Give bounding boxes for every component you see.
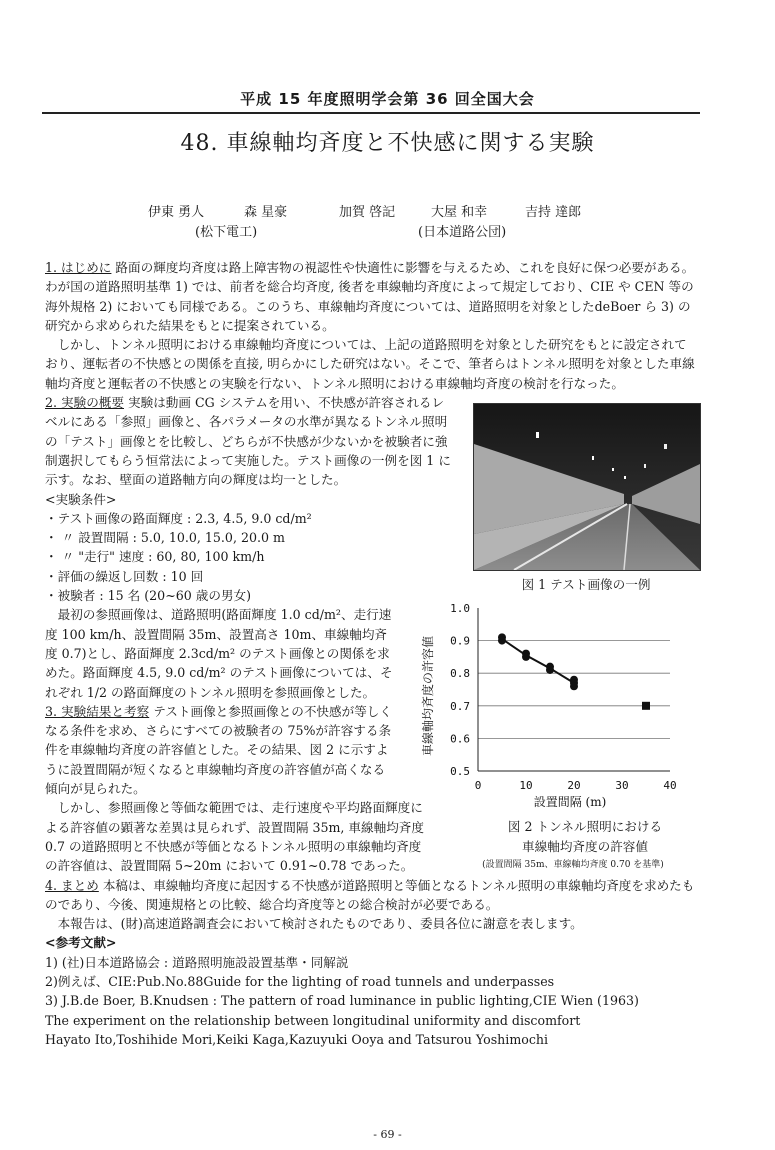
condition-item: ・テスト画像の路面輝度 : 2.3, 4.5, 9.0 cd/m² [45, 510, 312, 526]
y-tick-label: 0.9 [450, 634, 470, 648]
references-heading: <参考文献> [45, 935, 117, 951]
condition-item: ・ 〃 "走行" 速度 : 60, 80, 100 km/h [45, 549, 265, 565]
author: 森 星豪 [244, 205, 288, 220]
summary-paragraph: 4. まとめ 本稿は、車線軸均斉度に起因する不快感が道路照明と等価となるトンネル照明の車線軸均斉度を求めたものであり、今後、関連規格との比較、総合均斉度等との総合検討が必要である。 [45, 877, 695, 912]
results-paragraph: しかし、参照画像と等価な範囲では、走行速度や平均路面輝度による許容値の顕著な差異は見られず、設置間隔 35m, 車線軸均斉度 0.7 の道路照明と不快感が等価となるトンネル照明の車線軸均斉度の許容値は、設置間隔 5~20m において 0.91~0.78 であった。 [45, 800, 424, 874]
x-tick-label: 0 [474, 779, 482, 792]
conference-title: 平成 15 年度照明学会第 36 回全国大会 [240, 90, 535, 108]
y-axis-label: 車線軸均斉度の許容値 [421, 635, 435, 757]
data-point [498, 637, 506, 645]
section-heading: 1. はじめに [45, 260, 112, 275]
reference-point [642, 702, 650, 710]
author: 伊東 勇人 [148, 205, 205, 220]
y-tick-label: 0.7 [450, 699, 470, 713]
condition-item: ・評価の繰返し回数 : 10 回 [45, 568, 204, 584]
conditions-heading: <実験条件> [45, 491, 117, 507]
figure2-caption: 車線軸均斉度の許容値 [522, 839, 648, 854]
y-tick-label: 0.5 [450, 765, 470, 778]
author: 吉持 達郎 [525, 205, 582, 220]
author: 加賀 啓記 [339, 205, 396, 220]
tunnel-image [473, 403, 701, 571]
x-tick-label: 40 [663, 779, 677, 792]
reference-item: 2)例えば、CIE:Pub.No.88Guide for the lighting of road tunnels and underpasses [45, 973, 555, 989]
x-tick-label: 30 [615, 779, 629, 792]
uniformity-chart [410, 596, 710, 821]
x-tick-label: 10 [519, 779, 533, 792]
figure1-caption: 図 1 テスト画像の一例 [521, 577, 651, 592]
y-tick-label: 0.8 [450, 667, 470, 681]
overview-paragraph: 2. 実験の概要 実験は動画 CG システムを用い、不快感が許容されるレベルにある「参照」画像と、各パラメータの水準が異なるトンネル照明の「テスト」画像とを比較し、どちらが不快感が少ないかを被験者に強制選択してもらう恒常法によって実施した。テスト画像の一例を図 1 に示す。なお、壁面の道路軸方向の輝度は均一とした。 [45, 395, 451, 488]
data-point [546, 666, 554, 674]
condition-item: ・ 〃 設置間隔 : 5.0, 10.0, 15.0, 20.0 m [45, 530, 285, 546]
condition-item: ・被験者 : 15 名 (20~60 歳の男女) [45, 588, 252, 604]
left-column-narrow [45, 605, 395, 798]
data-point [522, 653, 530, 661]
english-authors: Hayato Ito,Toshihide Mori,Keiki Kaga,Kazuyuki Ooya and Tatsurou Yoshimochi [45, 1031, 549, 1047]
paper-title: 48. 車線軸均斉度と不快感に関する実験 [180, 131, 595, 156]
x-tick-label: 20 [567, 779, 581, 792]
section-heading: 4. まとめ [45, 877, 99, 893]
data-point [570, 682, 578, 690]
figure2-note: (設置間隔 35m、車線軸均斉度 0.70 を基準) [482, 860, 664, 870]
series-line [502, 639, 574, 683]
left-column [45, 393, 455, 605]
x-axis-label: 設置間隔 (m) [533, 795, 607, 809]
intro-paragraph: 1. はじめに 路面の輝度均斉度は路上障害物の視認性や快適性に影響を与えるため、これを良好に保つ必要がある。わが国の道路照明基準 1) では、前者を総合均斉度, 後者を車線軸均斉度によって規定しており、CIE や CEN 等の海外規格 2) においても同様である。このうち、車線軸均斉度については、道路照明を対象としたdeBoer ら 3) の研究から求められた結果をもとに提案されている。 [45, 260, 695, 333]
page-number: - 69 - [373, 1128, 402, 1141]
tunnel-render [474, 404, 700, 570]
intro-paragraph: しかし、トンネル照明における車線軸均斉度については、上記の道路照明を対象とした研究をもとに設定されており、運転者の不快感との関係を直接, 明らかにした研究はない。そこで、筆者らはトンネル照明を対象とした車線軸均斉度と運転者の不快感との実験を行ない、トンネル照明における車線軸均斉度の検討を行なった。 [45, 337, 695, 391]
chart-marks [498, 633, 650, 709]
overview-paragraph: 最初の参照画像は、道路照明(路面輝度 1.0 cd/m²、走行速度 100 km/h、設置間隔 35m、設置高さ 10m、車線軸均斉度 0.7)とし、路面輝度 2.3cd/m² のテスト画像との関係を求めた。路面輝度 4.5, 9.0 cd/m² のテスト画像については、それぞれ 1/2 の路面輝度のトンネル照明を参照画像とした。 [45, 607, 393, 700]
reference-item: 3) J.B.de Boer, B.Knudsen : The pattern of road luminance in public lighting,CIE Wien (1963) [45, 993, 639, 1009]
acknowledgement: 本報告は、(財)高速道路調査会において検討されたものであり、委員各位に謝意を表します。 [57, 916, 583, 932]
affiliation: (日本道路公団) [418, 225, 507, 240]
figure2-caption: 図 2 トンネル照明における [507, 819, 663, 834]
header-rule [42, 112, 700, 114]
chart-axes [450, 602, 677, 792]
results-paragraph: 3. 実験結果と考察 テスト画像と参照画像との不快感が等しくなる条件を求め、さらにすべての被験者の 75%が許容する条件を車線軸均斉度の許容値とした。その結果、図 2 に示すように設置間隔が短くなると車線軸均斉度の許容値が高くなる傾向が見られた。 [45, 703, 392, 797]
section-heading: 2. 実験の概要 [45, 395, 124, 411]
y-tick-label: 0.6 [450, 732, 470, 746]
section-heading: 3. 実験結果と考察 [45, 703, 150, 719]
author: 大屋 和幸 [431, 205, 488, 220]
english-title: The experiment on the relationship between longitudinal uniformity and discomfort [45, 1012, 581, 1028]
reference-item: 1) (社)日本道路協会 : 道路照明施設設置基準・同解説 [45, 954, 349, 970]
y-tick-label: 1.0 [450, 602, 470, 615]
affiliation: (松下電工) [195, 225, 258, 240]
